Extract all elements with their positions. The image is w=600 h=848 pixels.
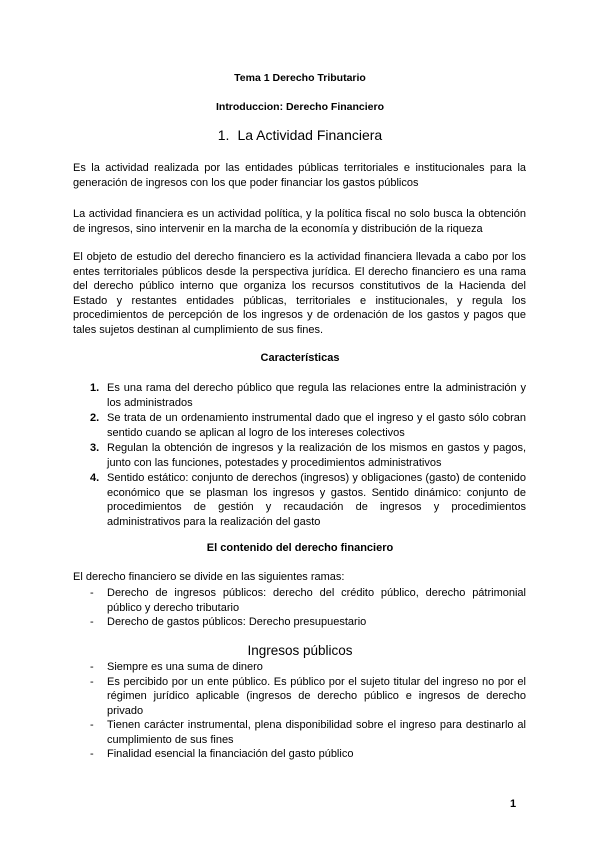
list-marker: -	[90, 616, 94, 628]
ingresos-heading: Ingresos públicos	[247, 643, 353, 658]
caracteristicas-list	[0, 381, 600, 530]
list-item	[0, 441, 600, 470]
contenido-list	[0, 586, 600, 630]
list-marker: -	[90, 675, 94, 688]
list-marker: 2.	[90, 412, 100, 424]
list-item-text: Se trata de un ordenamiento instrumental dado que el ingreso y el gasto sólo cobran sentido cuando se aplican al logro de los intereses colectivos	[107, 412, 526, 439]
list-item-text: Sentido estático: conjunto de derechos (ingresos) y obligaciones (gasto) de contenido económico que se plasman los ingresos y gastos. Sentido dinámico: conjunto de procedimientos de gestión y recaudación de ingresos y procedimientos administrativos para la realización del gasto	[107, 472, 526, 528]
list-item-text: Derecho de gastos públicos: Derecho presupuestario	[107, 616, 367, 628]
list-marker: -	[90, 748, 94, 760]
list-marker: 1.	[90, 382, 100, 394]
list-item	[0, 471, 600, 529]
list-item-text: Siempre es una suma de dinero	[107, 661, 263, 673]
paragraph: Es la actividad realizada por las entidades públicas territoriales e institucionales para la generación de ingresos con los que poder financiar los gastos públicos	[73, 162, 526, 189]
list-marker: 3.	[90, 442, 100, 454]
list-marker: -	[90, 587, 94, 599]
caracteristicas-heading: Características	[260, 352, 340, 364]
list-marker: -	[90, 719, 94, 731]
contenido-intro: El derecho financiero se divide en las siguientes ramas:	[73, 571, 345, 583]
section-heading	[0, 127, 600, 143]
contenido-heading: El contenido del derecho financiero	[206, 542, 394, 554]
section-number: 1.	[217, 127, 230, 143]
list-item-text: Regulan la obtención de ingresos y la realización de los mismos en gastos y pagos, junto con las funciones, potestades y procedimientos administrativos	[107, 442, 526, 469]
list-item	[0, 718, 600, 747]
list-item	[0, 675, 600, 719]
document-title: Tema 1 Derecho Tributario	[234, 72, 366, 84]
list-item-text: Es una rama del derecho público que regula las relaciones entre la administración y los administrados	[107, 382, 526, 409]
list-item	[0, 660, 600, 675]
list-item-text: Derecho de ingresos públicos: derecho del crédito público, derecho pátrimonial público y derecho tributario	[107, 587, 526, 614]
list-marker: -	[90, 661, 94, 673]
list-marker: 4.	[90, 472, 100, 484]
paragraph: La actividad financiera es un actividad política, y la política fiscal no solo busca la obtención de ingresos, sino intervenir en la marcha de la economía y distribución de la riqueza	[73, 208, 526, 235]
list-item-text: Tienen carácter instrumental, plena disponibilidad sobre el ingreso para destinarlo al cumplimiento de sus fines	[107, 719, 526, 746]
list-item-text: Finalidad esencial la financiación del gasto público	[107, 748, 354, 760]
list-item	[0, 381, 600, 410]
document-subtitle: Introduccion: Derecho Financiero	[215, 101, 385, 113]
section-title: La Actividad Financiera	[237, 127, 383, 143]
page-number: 1	[510, 798, 517, 810]
list-item-text: Es percibido por un ente público. Es público por el sujeto titular del ingreso no por el régimen jurídico aplicable (ingresos de derecho público e ingresos de derecho privado	[107, 675, 526, 717]
paragraph: El objeto de estudio del derecho financiero es la actividad financiera llevada a cabo por los entes territoriales públicos desde la perspectiva jurídica. El derecho financiero es una rama del derecho público interno que organiza los recursos constitutivos de la Hacienda del Estado y restantes entidades públicas, territoriales e institucionales, y regula los procedimientos de percepción de los ingresos y de ordenación de los gastos y pagos que tales sujetos destinan al cumplimiento de sus fines.	[73, 251, 526, 336]
list-item	[0, 615, 600, 630]
list-item	[0, 747, 600, 762]
list-item	[0, 411, 600, 440]
ingresos-list	[0, 660, 600, 762]
list-item	[0, 586, 600, 615]
